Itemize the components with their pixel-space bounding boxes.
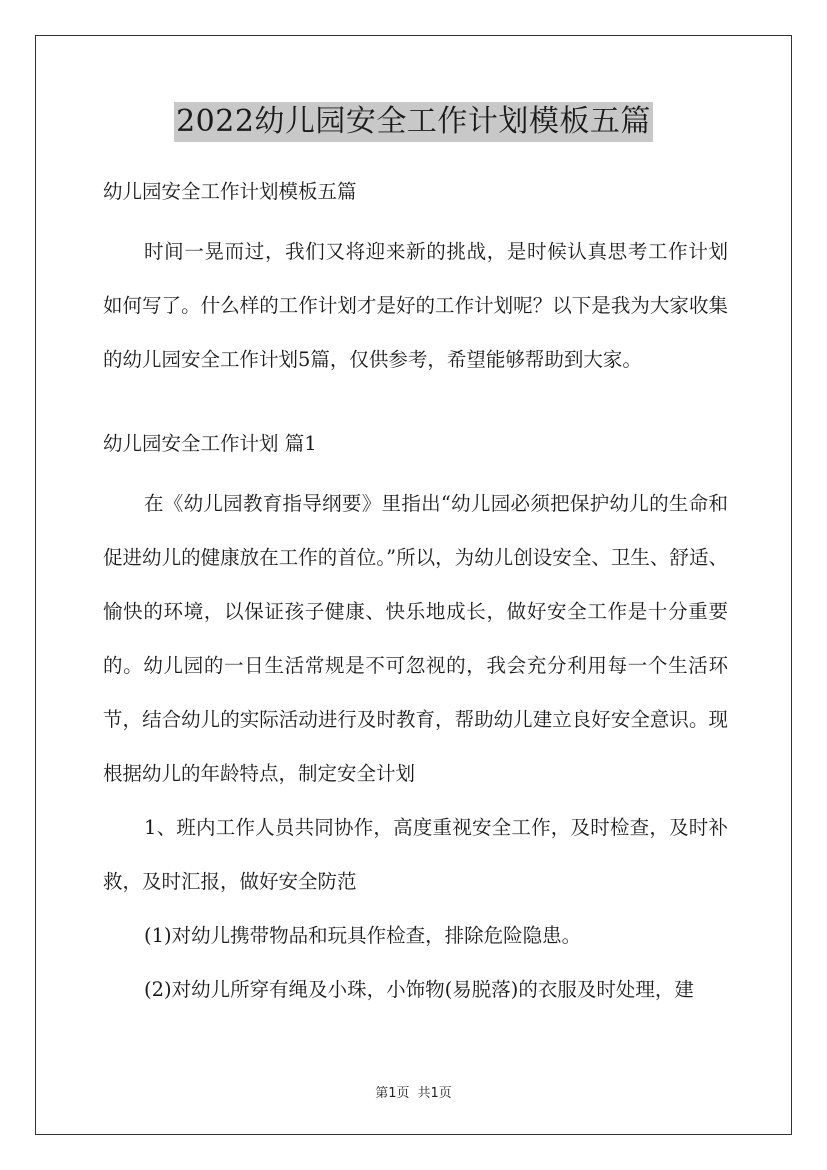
section-paragraph: 在《幼儿园教育指导纲要》里指出“幼儿园必须把保护幼儿的生命和促进幼儿的健康放在工作的首位。”所以，为幼儿创设安全、卫生、舒适、愉快的环境，以保证孩子健康、快乐地成长，做好安全工作是十分重要的。幼儿园的一日生活常规是不可忽视的，我会充分利用每一个生活环节，结合幼儿的实际活动进行及时教育，帮助幼儿建立良好安全意识。现根据幼儿的年龄特点，制定安全计划 [103,492,728,785]
title-container [0,102,827,142]
page-total: 共1页 [417,1086,452,1101]
list-item: 1、班内工作人员共同协作，高度重视安全工作，及时检查，及时补救，及时汇报，做好安全防范 [103,816,728,893]
page-footer [0,1082,827,1101]
list-subitem: (2)对幼儿所穿有绳及小珠，小饰物(易脱落)的衣服及时处理，建 [144,978,694,1001]
spacer [103,211,728,225]
document-body [103,173,728,1017]
list-subitem: (1)对幼儿携带物品和玩具作检查，排除危险隐患。 [144,924,582,947]
spacer [103,387,728,425]
intro-paragraph: 时间一晃而过，我们又将迎来新的挑战，是时候认真思考工作计划如何写了。什么样的工作计划才是好的工作计划呢？以下是我为大家收集的幼儿园安全工作计划5篇，仅供参考，希望能够帮助到大家。 [103,240,728,371]
spacer [103,463,728,477]
section-heading: 幼儿园安全工作计划 篇1 [103,432,317,455]
page-number: 第1页 [375,1086,410,1101]
document-title: 2022幼儿园安全工作计划模板五篇 [174,102,653,142]
document-subtitle: 幼儿园安全工作计划模板五篇 [103,180,357,203]
